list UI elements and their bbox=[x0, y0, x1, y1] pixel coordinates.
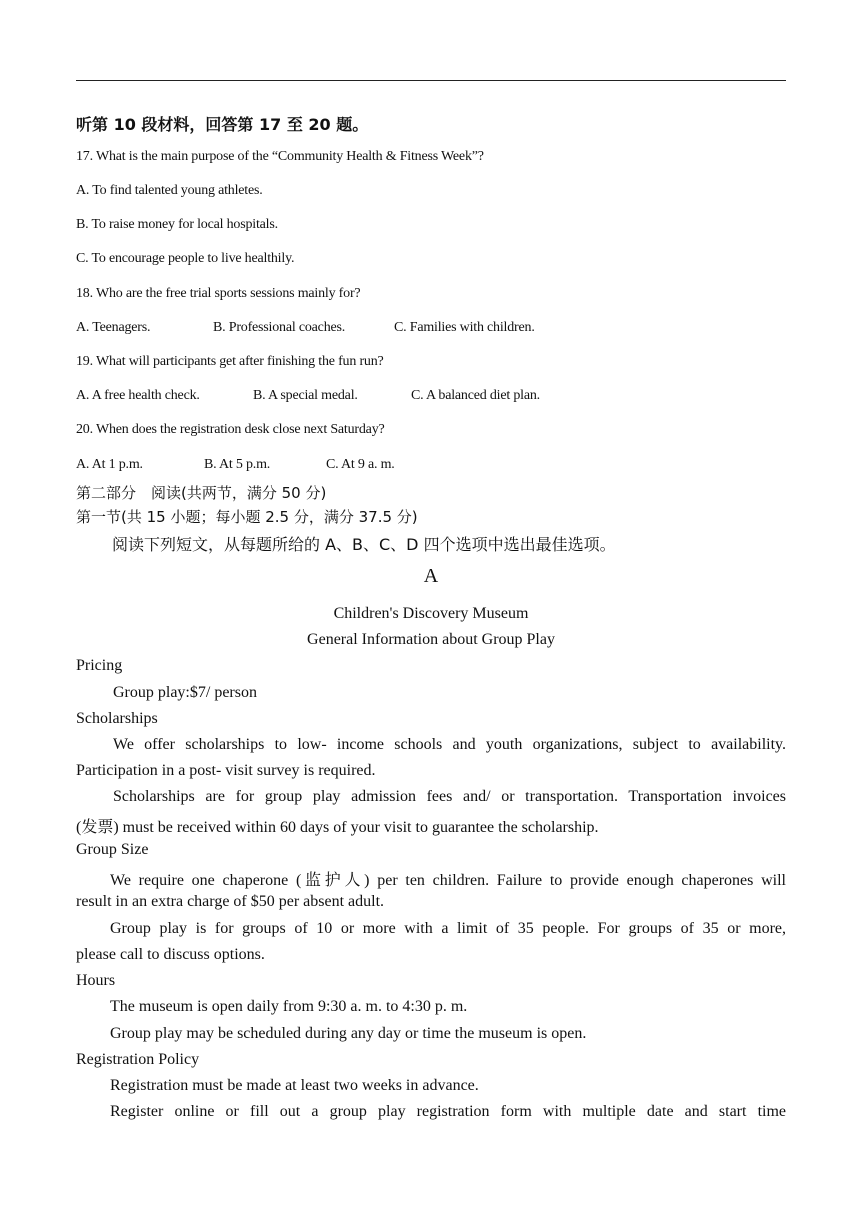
question-20-options bbox=[76, 457, 395, 473]
hours-p1: The museum is open daily from 9:30 a. m. to 4:30 p. m. bbox=[110, 998, 468, 1015]
registration-heading: Registration Policy bbox=[76, 1051, 200, 1068]
reading-instruction: 阅读下列短文，从每题所给的 A、B、C、D 四个选项中选出最佳选项。 bbox=[112, 535, 616, 554]
question-19-option-c: C. A balanced diet plan. bbox=[411, 388, 540, 403]
question-20-option-b: B. At 5 p.m. bbox=[204, 457, 271, 472]
question-19: 19. What will participants get after finishing the fun run? bbox=[76, 354, 384, 369]
passage-subtitle: General Information about Group Play bbox=[307, 631, 555, 648]
scholarships-p1-line2: Participation in a post- visit survey is required. bbox=[76, 762, 376, 779]
question-18-option-b: B. Professional coaches. bbox=[213, 320, 346, 335]
group-size-p1-line2: result in an extra charge of $50 per absent adult. bbox=[76, 893, 385, 910]
question-18-options bbox=[76, 320, 535, 336]
group-size-p1-line1: We require one chaperone (监护人) per ten children. Failure to provide enough chaperones will bbox=[110, 872, 786, 889]
question-19-option-b: B. A special medal. bbox=[253, 388, 358, 403]
question-19-option-a: A. A free health check. bbox=[76, 388, 200, 403]
question-18-option-c: C. Families with children. bbox=[394, 320, 535, 335]
pricing-heading: Pricing bbox=[76, 657, 123, 674]
question-19-options bbox=[76, 388, 540, 404]
question-18-option-a: A. Teenagers. bbox=[76, 320, 151, 335]
registration-p1: Registration must be made at least two weeks in advance. bbox=[110, 1077, 479, 1094]
question-17-option-c: C. To encourage people to live healthily. bbox=[76, 251, 295, 266]
header-rule bbox=[76, 80, 786, 81]
group-size-p2-line1: Group play is for groups of 10 or more with a limit of 35 people. For groups of 35 or more, bbox=[110, 920, 786, 937]
scholarships-p2-line2: (发票) must be received within 60 days of your visit to guarantee the scholarship. bbox=[76, 819, 599, 836]
question-18: 18. Who are the free trial sports sessions mainly for? bbox=[76, 286, 361, 301]
part-two-title: 第二部分 阅读(共两节，满分 50 分) bbox=[76, 484, 327, 502]
group-size-p2-line2: please call to discuss options. bbox=[76, 946, 265, 963]
question-17: 17. What is the main purpose of the “Community Health & Fitness Week”? bbox=[76, 149, 484, 164]
question-20: 20. When does the registration desk close next Saturday? bbox=[76, 422, 385, 437]
pricing-text: Group play:$7/ person bbox=[113, 684, 257, 701]
hours-heading: Hours bbox=[76, 972, 116, 989]
scholarships-p2-line1: Scholarships are for group play admission fees and/ or transportation. Transportation invoices bbox=[113, 788, 786, 805]
registration-p2-line1: Register online or fill out a group play registration form with multiple date and start time bbox=[110, 1103, 786, 1120]
hours-p2: Group play may be scheduled during any day or time the museum is open. bbox=[110, 1025, 587, 1042]
question-17-option-a: A. To find talented young athletes. bbox=[76, 183, 263, 198]
question-17-option-b: B. To raise money for local hospitals. bbox=[76, 217, 278, 232]
scholarships-p1-line1: We offer scholarships to low- income schools and youth organizations, subject to availability. bbox=[113, 736, 786, 753]
passage-title: Children's Discovery Museum bbox=[333, 605, 529, 622]
section-heading: 听第 10 段材料，回答第 17 至 20 题。 bbox=[76, 115, 369, 134]
group-size-heading: Group Size bbox=[76, 841, 149, 858]
question-20-option-c: C. At 9 a. m. bbox=[326, 457, 395, 472]
passage-letter: A bbox=[423, 565, 439, 587]
scholarships-heading: Scholarships bbox=[76, 710, 158, 727]
question-20-option-a: A. At 1 p.m. bbox=[76, 457, 143, 472]
section-one-title: 第一节(共 15 小题；每小题 2.5 分，满分 37.5 分) bbox=[76, 508, 418, 526]
